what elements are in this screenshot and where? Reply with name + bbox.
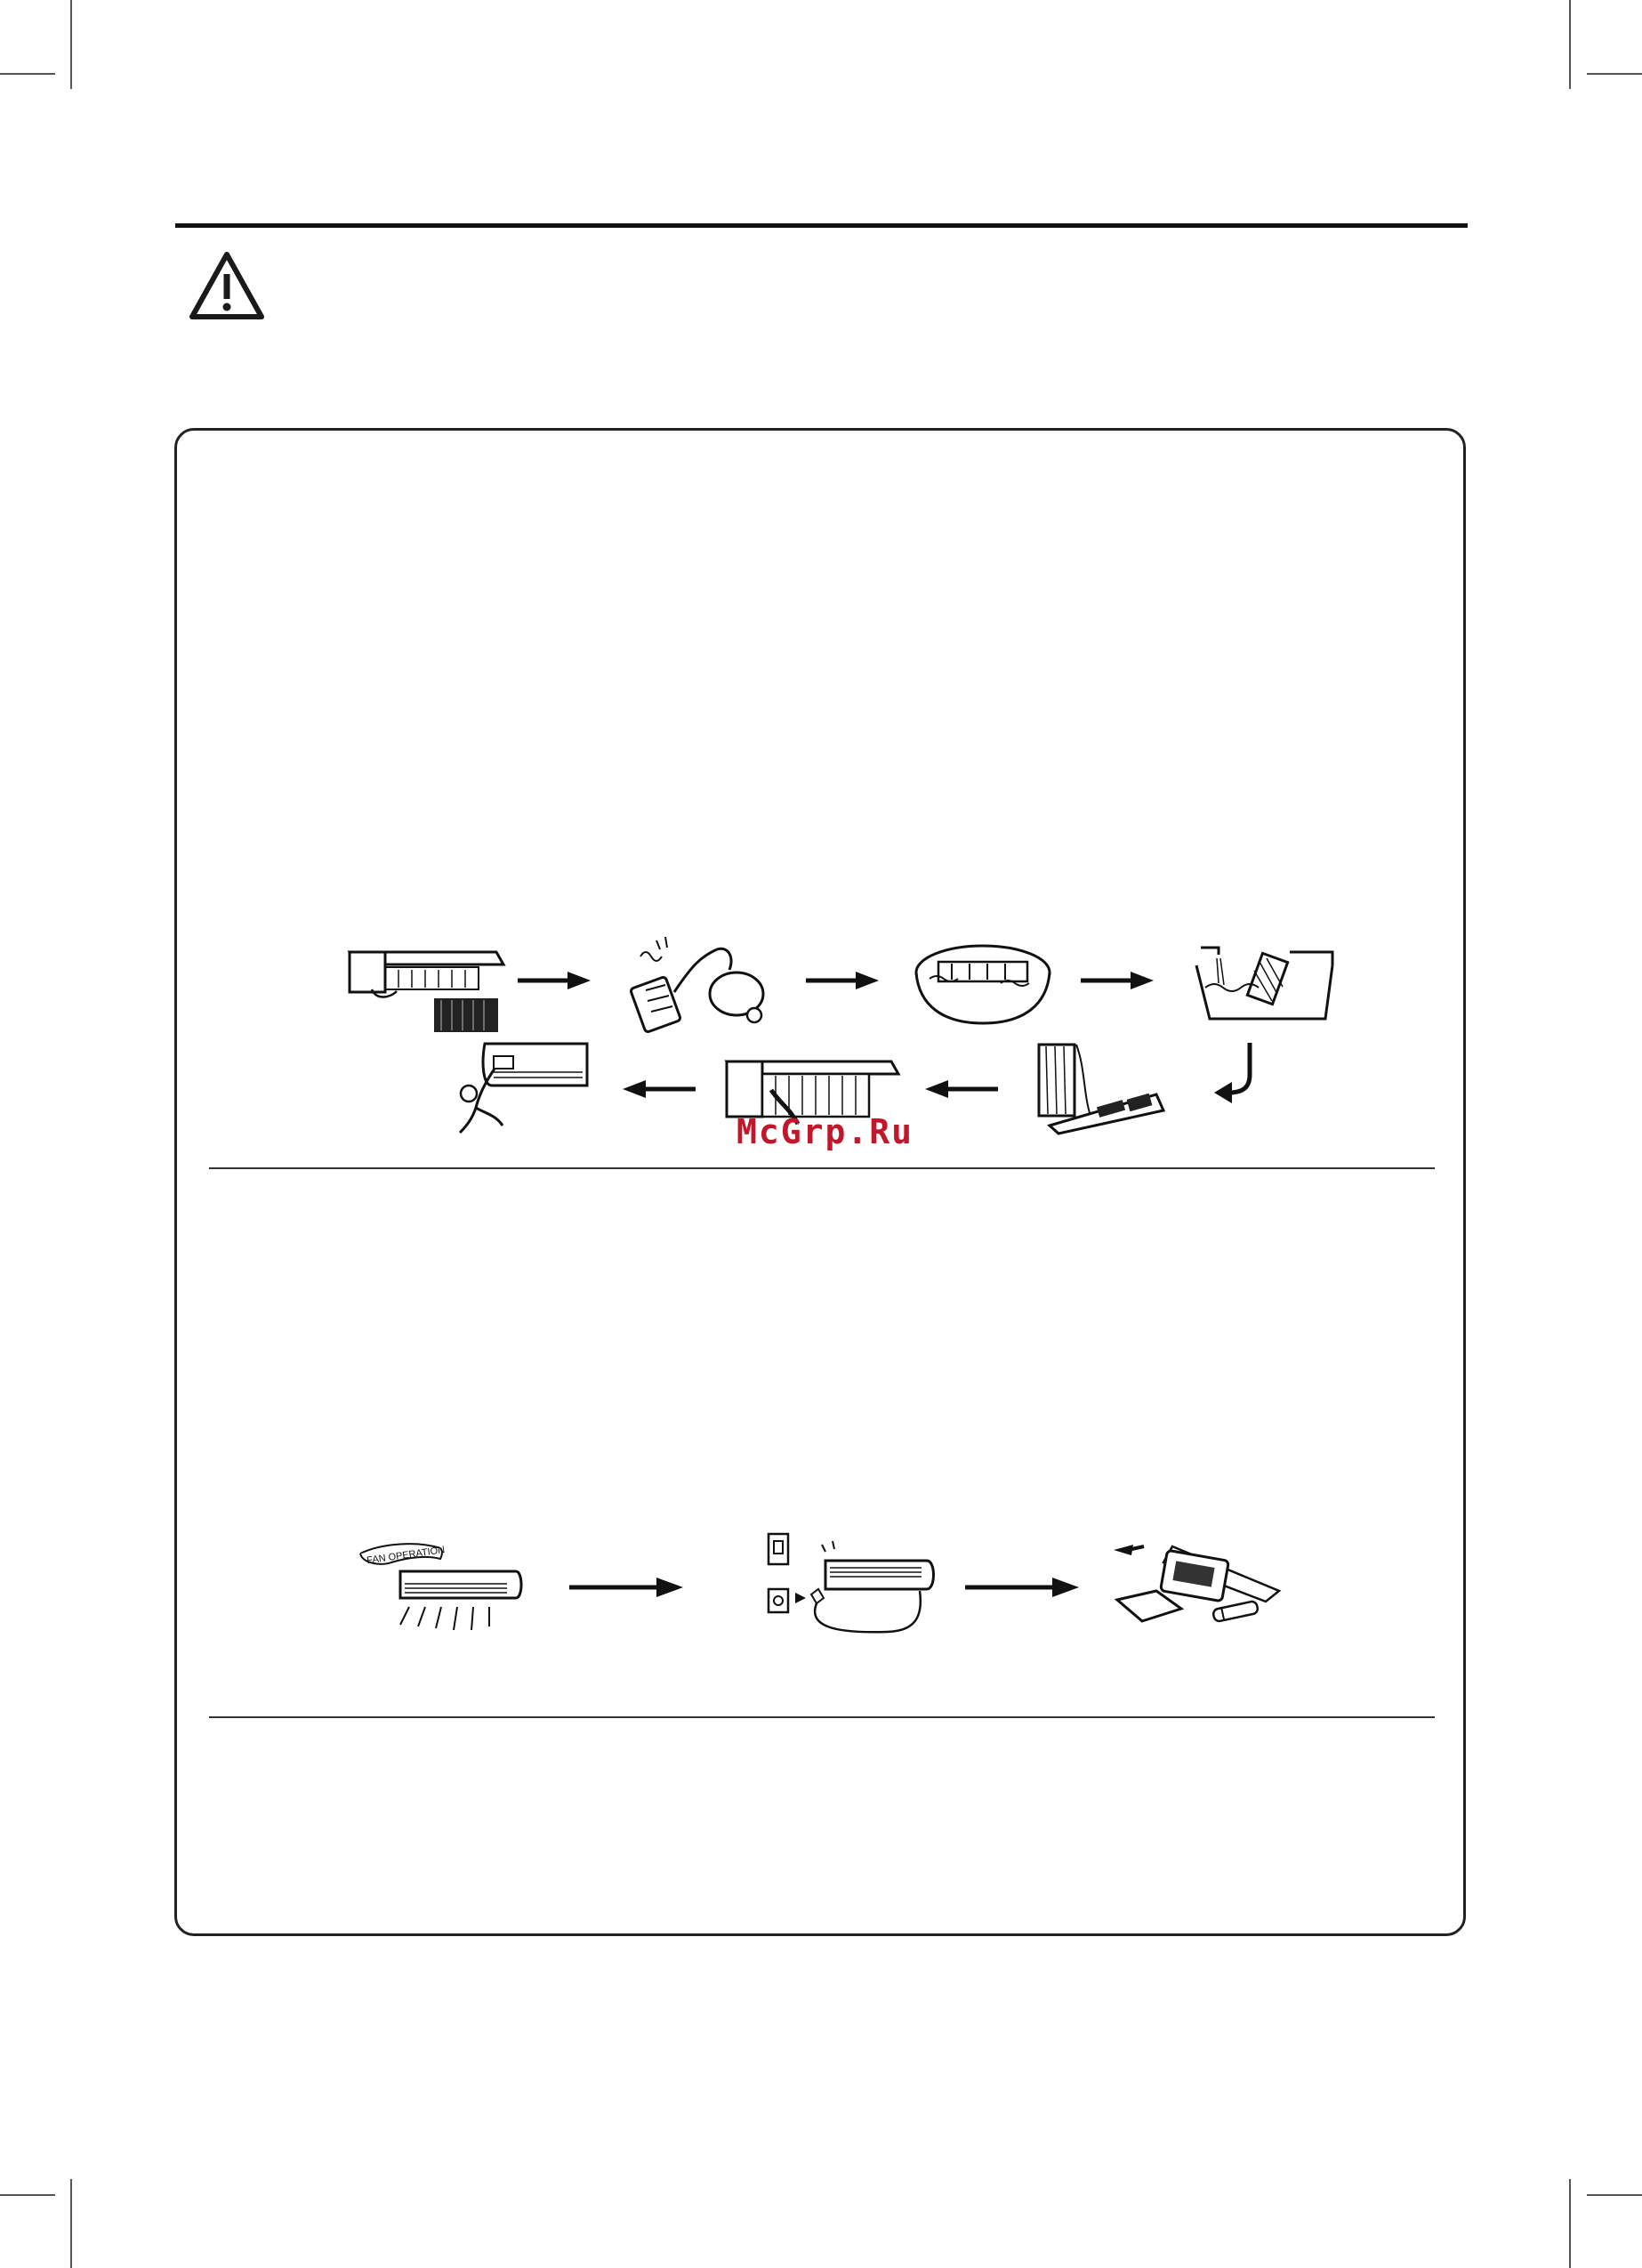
indoor-unit-filter-removal-illustration (345, 945, 505, 1036)
arrow-right-icon (965, 1576, 1079, 1599)
crop-mark (1587, 73, 1642, 75)
curved-arrow-icon (1214, 1043, 1259, 1105)
section-divider (209, 1716, 1435, 1718)
crop-mark (1587, 2194, 1642, 2196)
drying-in-shade-illustration (1032, 1041, 1165, 1134)
arrow-left-icon (925, 1078, 998, 1100)
unplug-power-illustration (763, 1529, 941, 1644)
crop-mark (0, 73, 55, 75)
warning-triangle-icon (189, 251, 265, 320)
crop-mark (0, 2194, 55, 2196)
arrow-right-icon (569, 1576, 683, 1599)
crop-mark (70, 0, 72, 89)
arrow-right-icon (1081, 970, 1154, 991)
section-divider (209, 1167, 1435, 1169)
crop-mark (70, 2179, 72, 2268)
wiping-indoor-unit-illustration (449, 1037, 592, 1139)
arrow-right-icon (518, 970, 591, 991)
arrow-right-icon (806, 970, 879, 991)
fan-operation-illustration (356, 1538, 525, 1644)
maintenance-panel (174, 428, 1466, 1936)
arrow-left-icon (623, 1078, 696, 1100)
fan-operation-label: FAN OPERATION (366, 1545, 446, 1567)
crop-mark (1569, 0, 1571, 89)
remove-remote-batteries-illustration (1110, 1538, 1288, 1644)
crop-mark (1569, 2179, 1571, 2268)
soaking-basin-illustration (912, 939, 1054, 1028)
header-rule (175, 223, 1468, 228)
vacuum-cleaner-illustration (630, 930, 772, 1037)
rinsing-under-tap-illustration (1192, 930, 1334, 1026)
watermark-text: McGrp.Ru (736, 1112, 914, 1151)
